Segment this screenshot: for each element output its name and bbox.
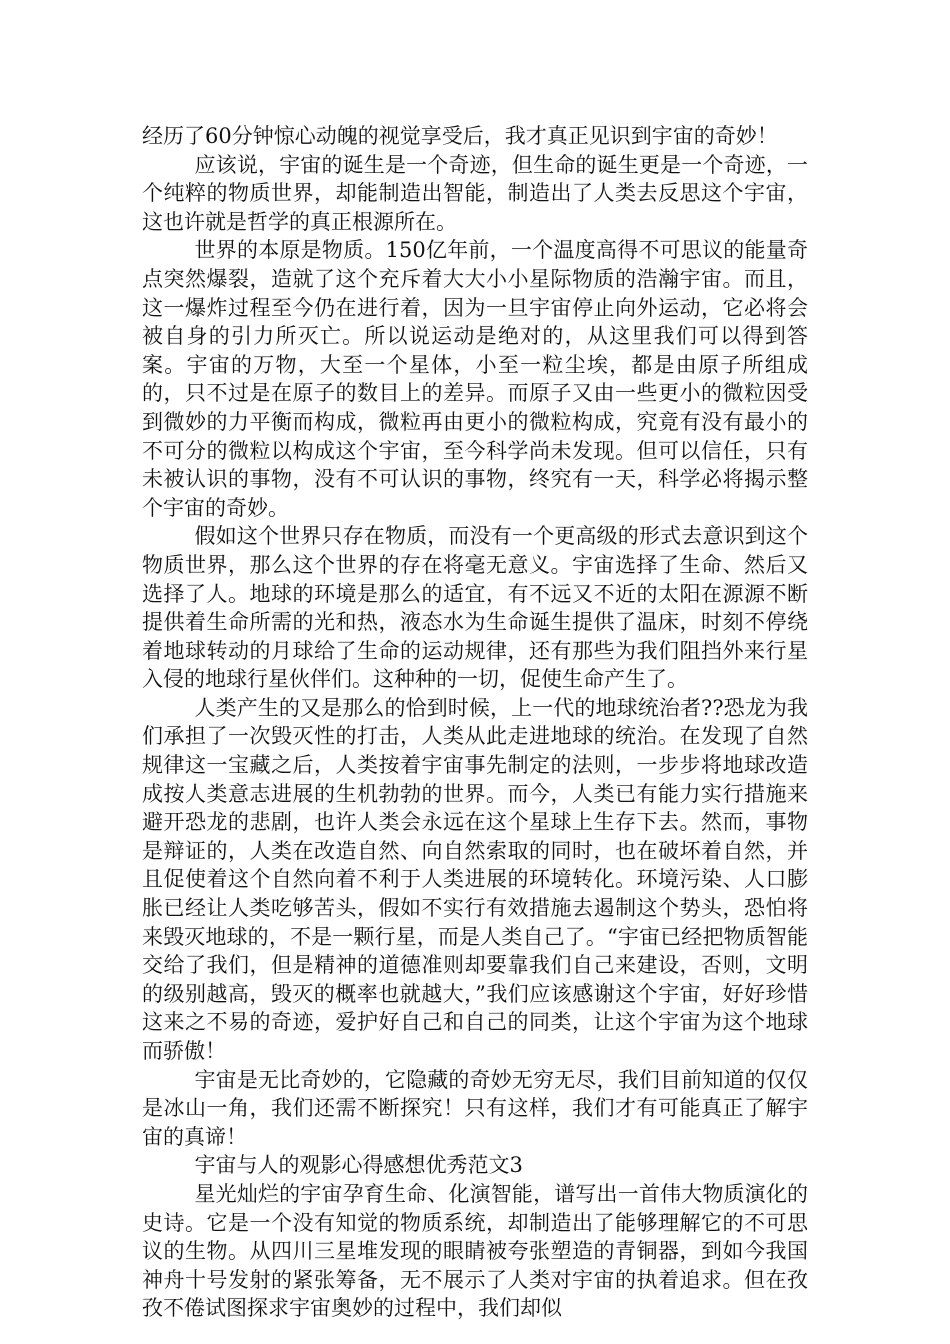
paragraph-world-is-matter: 世界的本原是物质。150亿年前，一个温度高得不可思议的能量奇点突然爆裂，造就了这个充斥着大大小小星际物质的浩瀚宇宙。而且，这一爆炸过程至今仍在进行着，因为一旦宇宙停止向外运动，它必将会被自身的引力所灭亡。所以说运动是绝对的，从这里我们可以得到答案。宇宙的万物，大至一个星体，小至一粒尘埃，都是由原子所组成的，只不过是在原子的数目上的差异。而原子又由一些更小的微粒因受到微妙的力平衡而构成，微粒再由更小的微粒构成，究竟有没有最小的不可分的微粒以构成这个宇宙，至今科学尚未发现。但可以信任，只有未被认识的事物，没有不可认识的事物，终究有一天，科学必将揭示整个宇宙的奇妙。 — [142, 238, 808, 520]
body-text — [142, 122, 808, 1323]
paragraph-universe-chose-life: 假如这个世界只存在物质，而没有一个更高级的形式去意识到这个物质世界，那么这个世界的存在将毫无意义。宇宙选择了生命、然后又选择了人。地球的环境是那么的适宜，有不远又不近的太阳在源源不断提供着生命所需的光和热，液态水为生命诞生提供了温床，时刻不停绕着地球转动的月球给了生命的运动规律，还有那些为我们阻挡外来行星入侵的地球行星伙伴们。这种种的一切，促使生命产生了。 — [142, 524, 808, 692]
paragraph-intro-line: 经历了60分钟惊心动魄的视觉享受后，我才真正见识到宇宙的奇妙！ — [142, 124, 778, 148]
paragraph-humanity-emerged: 人类产生的又是那么的恰到时候，上一代的地球统治者??恐龙为我们承担了一次毁灭性的打击，人类从此走进地球的统治。在发现了自然规律这一宝藏之后，人类按着宇宙事先制定的法则，一步步将地球改造成按人类意志进展的生机勃勃的世界。而今，人类已有能力实行措施来避开恐龙的悲剧，也许人类会永远在这个星球上生存下去。然而，事物是辩证的，人类在改造自然、向自然索取的同时，也在破坏着自然，并且促使着这个自然向着不利于人类进展的环境转化。环境污染、人口膨胀已经让人类吃够苦头，假如不实行有效措施去遏制这个势头，恐怕将来毁灭地球的，不是一颗行星，而是人类自己了。“宇宙已经把物质智能交给了我们，但是精神的道德准则却要靠我们自己来建设，否则，文明的级别越高，毁灭的概率也就越大，”我们应该感谢这个宇宙，好好珍惜这来之不易的奇迹，爱护好自己和自己的同类，让这个宇宙为这个地球而骄傲！ — [142, 695, 808, 1063]
paragraph-miracle-of-life: 应该说，宇宙的诞生是一个奇迹，但生命的诞生更是一个奇迹，一个纯粹的物质世界，却能制造出智能，制造出了人类去反思这个宇宙，这也许就是哲学的真正根源所在。 — [142, 152, 808, 234]
section-heading: 宇宙与人的观影心得感想优秀范文3 — [194, 1153, 523, 1178]
paragraph-starry-universe: 星光灿烂的宇宙孕育生命、化演智能，谱写出一首伟大物质演化的史诗。它是一个没有知觉的物质系统，却制造出了能够理解它的不可思议的生物。从四川三星堆发现的眼睛被夸张塑造的青铜器，到如今我国神舟十号发射的紧张筹备，无不展示了人类对宇宙的执着追求。但在孜孜不倦试图探求宇宙奥妙的过程中，我们却似 — [142, 1181, 808, 1321]
paragraph-universe-is-wonderful: 宇宙是无比奇妙的，它隐藏的奇妙无穷无尽，我们目前知道的仅仅是冰山一角，我们还需不断探究！只有这样，我们才有可能真正了解宇宙的真谛！ — [142, 1067, 808, 1149]
